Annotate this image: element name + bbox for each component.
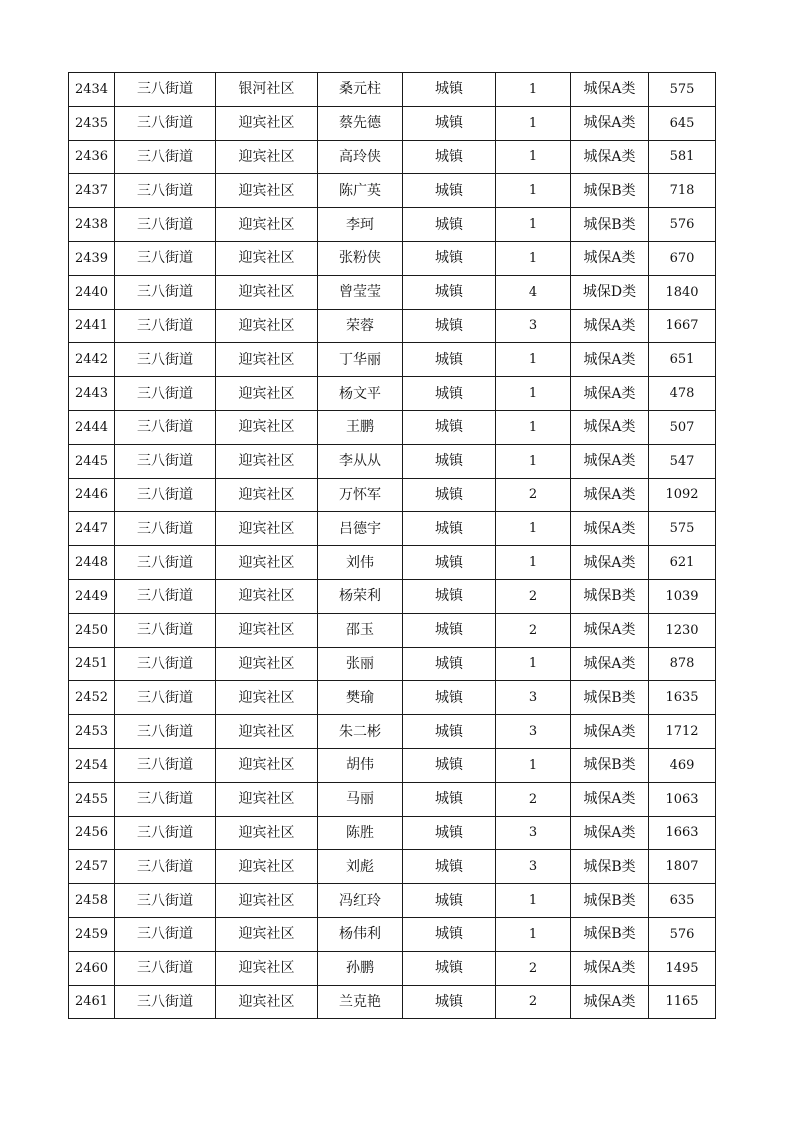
cell-persons: 4: [496, 275, 571, 309]
cell-community: 迎宾社区: [216, 850, 318, 884]
cell-persons: 1: [496, 174, 571, 208]
cell-name: 陈胜: [318, 816, 403, 850]
table-body: [69, 73, 716, 1019]
cell-street: 三八街道: [115, 241, 216, 275]
cell-area: 城镇: [403, 647, 496, 681]
table-row: [69, 478, 716, 512]
cell-category: 城保A类: [571, 444, 649, 478]
cell-serial: 2434: [69, 73, 115, 107]
cell-category: 城保A类: [571, 478, 649, 512]
cell-name: 高玲侠: [318, 140, 403, 174]
cell-name: 万怀军: [318, 478, 403, 512]
table-row: [69, 985, 716, 1019]
cell-persons: 1: [496, 748, 571, 782]
cell-name: 陈广英: [318, 174, 403, 208]
cell-persons: 2: [496, 782, 571, 816]
cell-amount: 718: [649, 174, 716, 208]
records-table: [68, 72, 716, 1019]
cell-street: 三八街道: [115, 782, 216, 816]
cell-amount: 1807: [649, 850, 716, 884]
cell-name: 吕德宇: [318, 512, 403, 546]
cell-area: 城镇: [403, 850, 496, 884]
cell-name: 桑元柱: [318, 73, 403, 107]
cell-area: 城镇: [403, 275, 496, 309]
cell-area: 城镇: [403, 73, 496, 107]
cell-name: 刘彪: [318, 850, 403, 884]
cell-street: 三八街道: [115, 444, 216, 478]
cell-persons: 2: [496, 478, 571, 512]
cell-street: 三八街道: [115, 985, 216, 1019]
cell-area: 城镇: [403, 782, 496, 816]
cell-area: 城镇: [403, 241, 496, 275]
cell-street: 三八街道: [115, 884, 216, 918]
cell-street: 三八街道: [115, 174, 216, 208]
cell-category: 城保B类: [571, 681, 649, 715]
table-row: [69, 613, 716, 647]
cell-amount: 547: [649, 444, 716, 478]
cell-area: 城镇: [403, 140, 496, 174]
cell-amount: 478: [649, 377, 716, 411]
cell-serial: 2461: [69, 985, 115, 1019]
cell-name: 刘伟: [318, 546, 403, 580]
cell-community: 迎宾社区: [216, 309, 318, 343]
cell-serial: 2460: [69, 951, 115, 985]
cell-name: 杨伟利: [318, 917, 403, 951]
cell-amount: 1663: [649, 816, 716, 850]
cell-name: 王鹏: [318, 410, 403, 444]
cell-community: 银河社区: [216, 73, 318, 107]
cell-serial: 2458: [69, 884, 115, 918]
cell-persons: 1: [496, 140, 571, 174]
cell-serial: 2437: [69, 174, 115, 208]
cell-street: 三八街道: [115, 850, 216, 884]
cell-serial: 2449: [69, 579, 115, 613]
cell-community: 迎宾社区: [216, 410, 318, 444]
table-row: [69, 715, 716, 749]
cell-category: 城保A类: [571, 647, 649, 681]
table-row: [69, 275, 716, 309]
cell-serial: 2450: [69, 613, 115, 647]
cell-amount: 1635: [649, 681, 716, 715]
cell-name: 丁华丽: [318, 343, 403, 377]
cell-category: 城保B类: [571, 174, 649, 208]
table-row: [69, 241, 716, 275]
cell-amount: 651: [649, 343, 716, 377]
cell-category: 城保A类: [571, 140, 649, 174]
cell-persons: 2: [496, 951, 571, 985]
cell-street: 三八街道: [115, 951, 216, 985]
table-row: [69, 681, 716, 715]
cell-persons: 3: [496, 681, 571, 715]
cell-area: 城镇: [403, 816, 496, 850]
cell-area: 城镇: [403, 309, 496, 343]
cell-serial: 2447: [69, 512, 115, 546]
cell-name: 孙鹏: [318, 951, 403, 985]
cell-community: 迎宾社区: [216, 782, 318, 816]
cell-area: 城镇: [403, 951, 496, 985]
cell-name: 李珂: [318, 208, 403, 242]
cell-amount: 1230: [649, 613, 716, 647]
cell-persons: 2: [496, 985, 571, 1019]
cell-category: 城保A类: [571, 106, 649, 140]
cell-community: 迎宾社区: [216, 512, 318, 546]
cell-community: 迎宾社区: [216, 748, 318, 782]
table-row: [69, 410, 716, 444]
cell-serial: 2452: [69, 681, 115, 715]
table-row: [69, 512, 716, 546]
cell-serial: 2451: [69, 647, 115, 681]
cell-community: 迎宾社区: [216, 208, 318, 242]
cell-amount: 575: [649, 73, 716, 107]
cell-category: 城保B类: [571, 850, 649, 884]
cell-community: 迎宾社区: [216, 816, 318, 850]
cell-name: 马丽: [318, 782, 403, 816]
cell-name: 蔡先德: [318, 106, 403, 140]
cell-community: 迎宾社区: [216, 647, 318, 681]
cell-amount: 469: [649, 748, 716, 782]
cell-street: 三八街道: [115, 309, 216, 343]
cell-category: 城保A类: [571, 985, 649, 1019]
table-row: [69, 208, 716, 242]
cell-serial: 2435: [69, 106, 115, 140]
cell-category: 城保A类: [571, 309, 649, 343]
cell-community: 迎宾社区: [216, 917, 318, 951]
cell-street: 三八街道: [115, 106, 216, 140]
cell-category: 城保A类: [571, 343, 649, 377]
cell-area: 城镇: [403, 985, 496, 1019]
cell-community: 迎宾社区: [216, 613, 318, 647]
cell-persons: 2: [496, 579, 571, 613]
cell-street: 三八街道: [115, 647, 216, 681]
cell-amount: 1165: [649, 985, 716, 1019]
cell-amount: 1039: [649, 579, 716, 613]
cell-serial: 2436: [69, 140, 115, 174]
cell-street: 三八街道: [115, 377, 216, 411]
cell-serial: 2457: [69, 850, 115, 884]
cell-area: 城镇: [403, 377, 496, 411]
table-row: [69, 106, 716, 140]
cell-name: 张丽: [318, 647, 403, 681]
cell-community: 迎宾社区: [216, 546, 318, 580]
cell-amount: 635: [649, 884, 716, 918]
table-row: [69, 174, 716, 208]
cell-area: 城镇: [403, 681, 496, 715]
cell-category: 城保A类: [571, 613, 649, 647]
cell-name: 樊瑜: [318, 681, 403, 715]
cell-name: 荣蓉: [318, 309, 403, 343]
cell-amount: 576: [649, 208, 716, 242]
table-row: [69, 377, 716, 411]
cell-category: 城保A类: [571, 546, 649, 580]
cell-persons: 1: [496, 884, 571, 918]
cell-community: 迎宾社区: [216, 884, 318, 918]
cell-amount: 1063: [649, 782, 716, 816]
cell-street: 三八街道: [115, 410, 216, 444]
cell-community: 迎宾社区: [216, 444, 318, 478]
table-row: [69, 748, 716, 782]
cell-persons: 1: [496, 73, 571, 107]
cell-community: 迎宾社区: [216, 681, 318, 715]
cell-category: 城保A类: [571, 512, 649, 546]
cell-street: 三八街道: [115, 816, 216, 850]
cell-serial: 2440: [69, 275, 115, 309]
cell-persons: 1: [496, 512, 571, 546]
cell-persons: 1: [496, 410, 571, 444]
cell-community: 迎宾社区: [216, 478, 318, 512]
cell-serial: 2455: [69, 782, 115, 816]
cell-street: 三八街道: [115, 478, 216, 512]
cell-serial: 2444: [69, 410, 115, 444]
cell-persons: 3: [496, 850, 571, 884]
cell-serial: 2453: [69, 715, 115, 749]
cell-serial: 2439: [69, 241, 115, 275]
cell-community: 迎宾社区: [216, 579, 318, 613]
cell-area: 城镇: [403, 208, 496, 242]
cell-category: 城保D类: [571, 275, 649, 309]
cell-serial: 2446: [69, 478, 115, 512]
cell-persons: 1: [496, 241, 571, 275]
table-row: [69, 951, 716, 985]
cell-category: 城保B类: [571, 748, 649, 782]
cell-serial: 2448: [69, 546, 115, 580]
table-row: [69, 546, 716, 580]
cell-area: 城镇: [403, 546, 496, 580]
cell-name: 杨文平: [318, 377, 403, 411]
cell-area: 城镇: [403, 444, 496, 478]
cell-name: 朱二彬: [318, 715, 403, 749]
cell-name: 邵玉: [318, 613, 403, 647]
cell-amount: 1667: [649, 309, 716, 343]
cell-community: 迎宾社区: [216, 275, 318, 309]
cell-name: 张粉侠: [318, 241, 403, 275]
cell-community: 迎宾社区: [216, 985, 318, 1019]
cell-category: 城保A类: [571, 816, 649, 850]
cell-name: 冯红玲: [318, 884, 403, 918]
cell-street: 三八街道: [115, 512, 216, 546]
cell-community: 迎宾社区: [216, 951, 318, 985]
cell-category: 城保B类: [571, 208, 649, 242]
table-row: [69, 343, 716, 377]
table-row: [69, 73, 716, 107]
table-row: [69, 444, 716, 478]
cell-street: 三八街道: [115, 73, 216, 107]
cell-amount: 581: [649, 140, 716, 174]
cell-street: 三八街道: [115, 715, 216, 749]
cell-name: 李从从: [318, 444, 403, 478]
cell-serial: 2454: [69, 748, 115, 782]
cell-category: 城保A类: [571, 715, 649, 749]
cell-persons: 3: [496, 715, 571, 749]
cell-category: 城保A类: [571, 410, 649, 444]
table-row: [69, 140, 716, 174]
cell-serial: 2441: [69, 309, 115, 343]
table-row: [69, 850, 716, 884]
cell-category: 城保A类: [571, 241, 649, 275]
cell-name: 兰克艳: [318, 985, 403, 1019]
cell-persons: 1: [496, 917, 571, 951]
cell-community: 迎宾社区: [216, 241, 318, 275]
cell-street: 三八街道: [115, 613, 216, 647]
cell-serial: 2445: [69, 444, 115, 478]
table-row: [69, 884, 716, 918]
cell-category: 城保A类: [571, 782, 649, 816]
table-row: [69, 647, 716, 681]
cell-amount: 1840: [649, 275, 716, 309]
cell-serial: 2456: [69, 816, 115, 850]
table-row: [69, 917, 716, 951]
cell-area: 城镇: [403, 579, 496, 613]
cell-category: 城保B类: [571, 917, 649, 951]
cell-category: 城保A类: [571, 377, 649, 411]
cell-persons: 1: [496, 444, 571, 478]
cell-street: 三八街道: [115, 748, 216, 782]
cell-area: 城镇: [403, 512, 496, 546]
cell-persons: 1: [496, 106, 571, 140]
cell-amount: 507: [649, 410, 716, 444]
cell-community: 迎宾社区: [216, 106, 318, 140]
cell-community: 迎宾社区: [216, 715, 318, 749]
cell-category: 城保B类: [571, 884, 649, 918]
cell-amount: 1092: [649, 478, 716, 512]
cell-street: 三八街道: [115, 275, 216, 309]
cell-persons: 1: [496, 343, 571, 377]
cell-amount: 1712: [649, 715, 716, 749]
cell-persons: 1: [496, 546, 571, 580]
cell-amount: 621: [649, 546, 716, 580]
cell-amount: 645: [649, 106, 716, 140]
cell-persons: 3: [496, 309, 571, 343]
cell-area: 城镇: [403, 715, 496, 749]
cell-area: 城镇: [403, 174, 496, 208]
cell-persons: 3: [496, 816, 571, 850]
cell-name: 胡伟: [318, 748, 403, 782]
cell-amount: 576: [649, 917, 716, 951]
cell-community: 迎宾社区: [216, 174, 318, 208]
cell-community: 迎宾社区: [216, 377, 318, 411]
cell-serial: 2438: [69, 208, 115, 242]
cell-street: 三八街道: [115, 579, 216, 613]
cell-street: 三八街道: [115, 140, 216, 174]
cell-area: 城镇: [403, 884, 496, 918]
table-row: [69, 782, 716, 816]
cell-persons: 2: [496, 613, 571, 647]
cell-street: 三八街道: [115, 681, 216, 715]
cell-persons: 1: [496, 208, 571, 242]
cell-amount: 670: [649, 241, 716, 275]
table-row: [69, 816, 716, 850]
cell-category: 城保B类: [571, 579, 649, 613]
cell-persons: 1: [496, 647, 571, 681]
cell-serial: 2459: [69, 917, 115, 951]
cell-street: 三八街道: [115, 917, 216, 951]
cell-community: 迎宾社区: [216, 140, 318, 174]
cell-area: 城镇: [403, 106, 496, 140]
table-row: [69, 309, 716, 343]
cell-amount: 1495: [649, 951, 716, 985]
cell-area: 城镇: [403, 917, 496, 951]
cell-serial: 2442: [69, 343, 115, 377]
cell-street: 三八街道: [115, 343, 216, 377]
cell-category: 城保A类: [571, 73, 649, 107]
cell-category: 城保A类: [571, 951, 649, 985]
cell-area: 城镇: [403, 748, 496, 782]
cell-community: 迎宾社区: [216, 343, 318, 377]
cell-area: 城镇: [403, 343, 496, 377]
cell-street: 三八街道: [115, 208, 216, 242]
cell-serial: 2443: [69, 377, 115, 411]
cell-area: 城镇: [403, 410, 496, 444]
cell-name: 曾莹莹: [318, 275, 403, 309]
cell-persons: 1: [496, 377, 571, 411]
cell-area: 城镇: [403, 478, 496, 512]
cell-street: 三八街道: [115, 546, 216, 580]
table-row: [69, 579, 716, 613]
cell-amount: 575: [649, 512, 716, 546]
cell-area: 城镇: [403, 613, 496, 647]
cell-name: 杨荣利: [318, 579, 403, 613]
cell-amount: 878: [649, 647, 716, 681]
